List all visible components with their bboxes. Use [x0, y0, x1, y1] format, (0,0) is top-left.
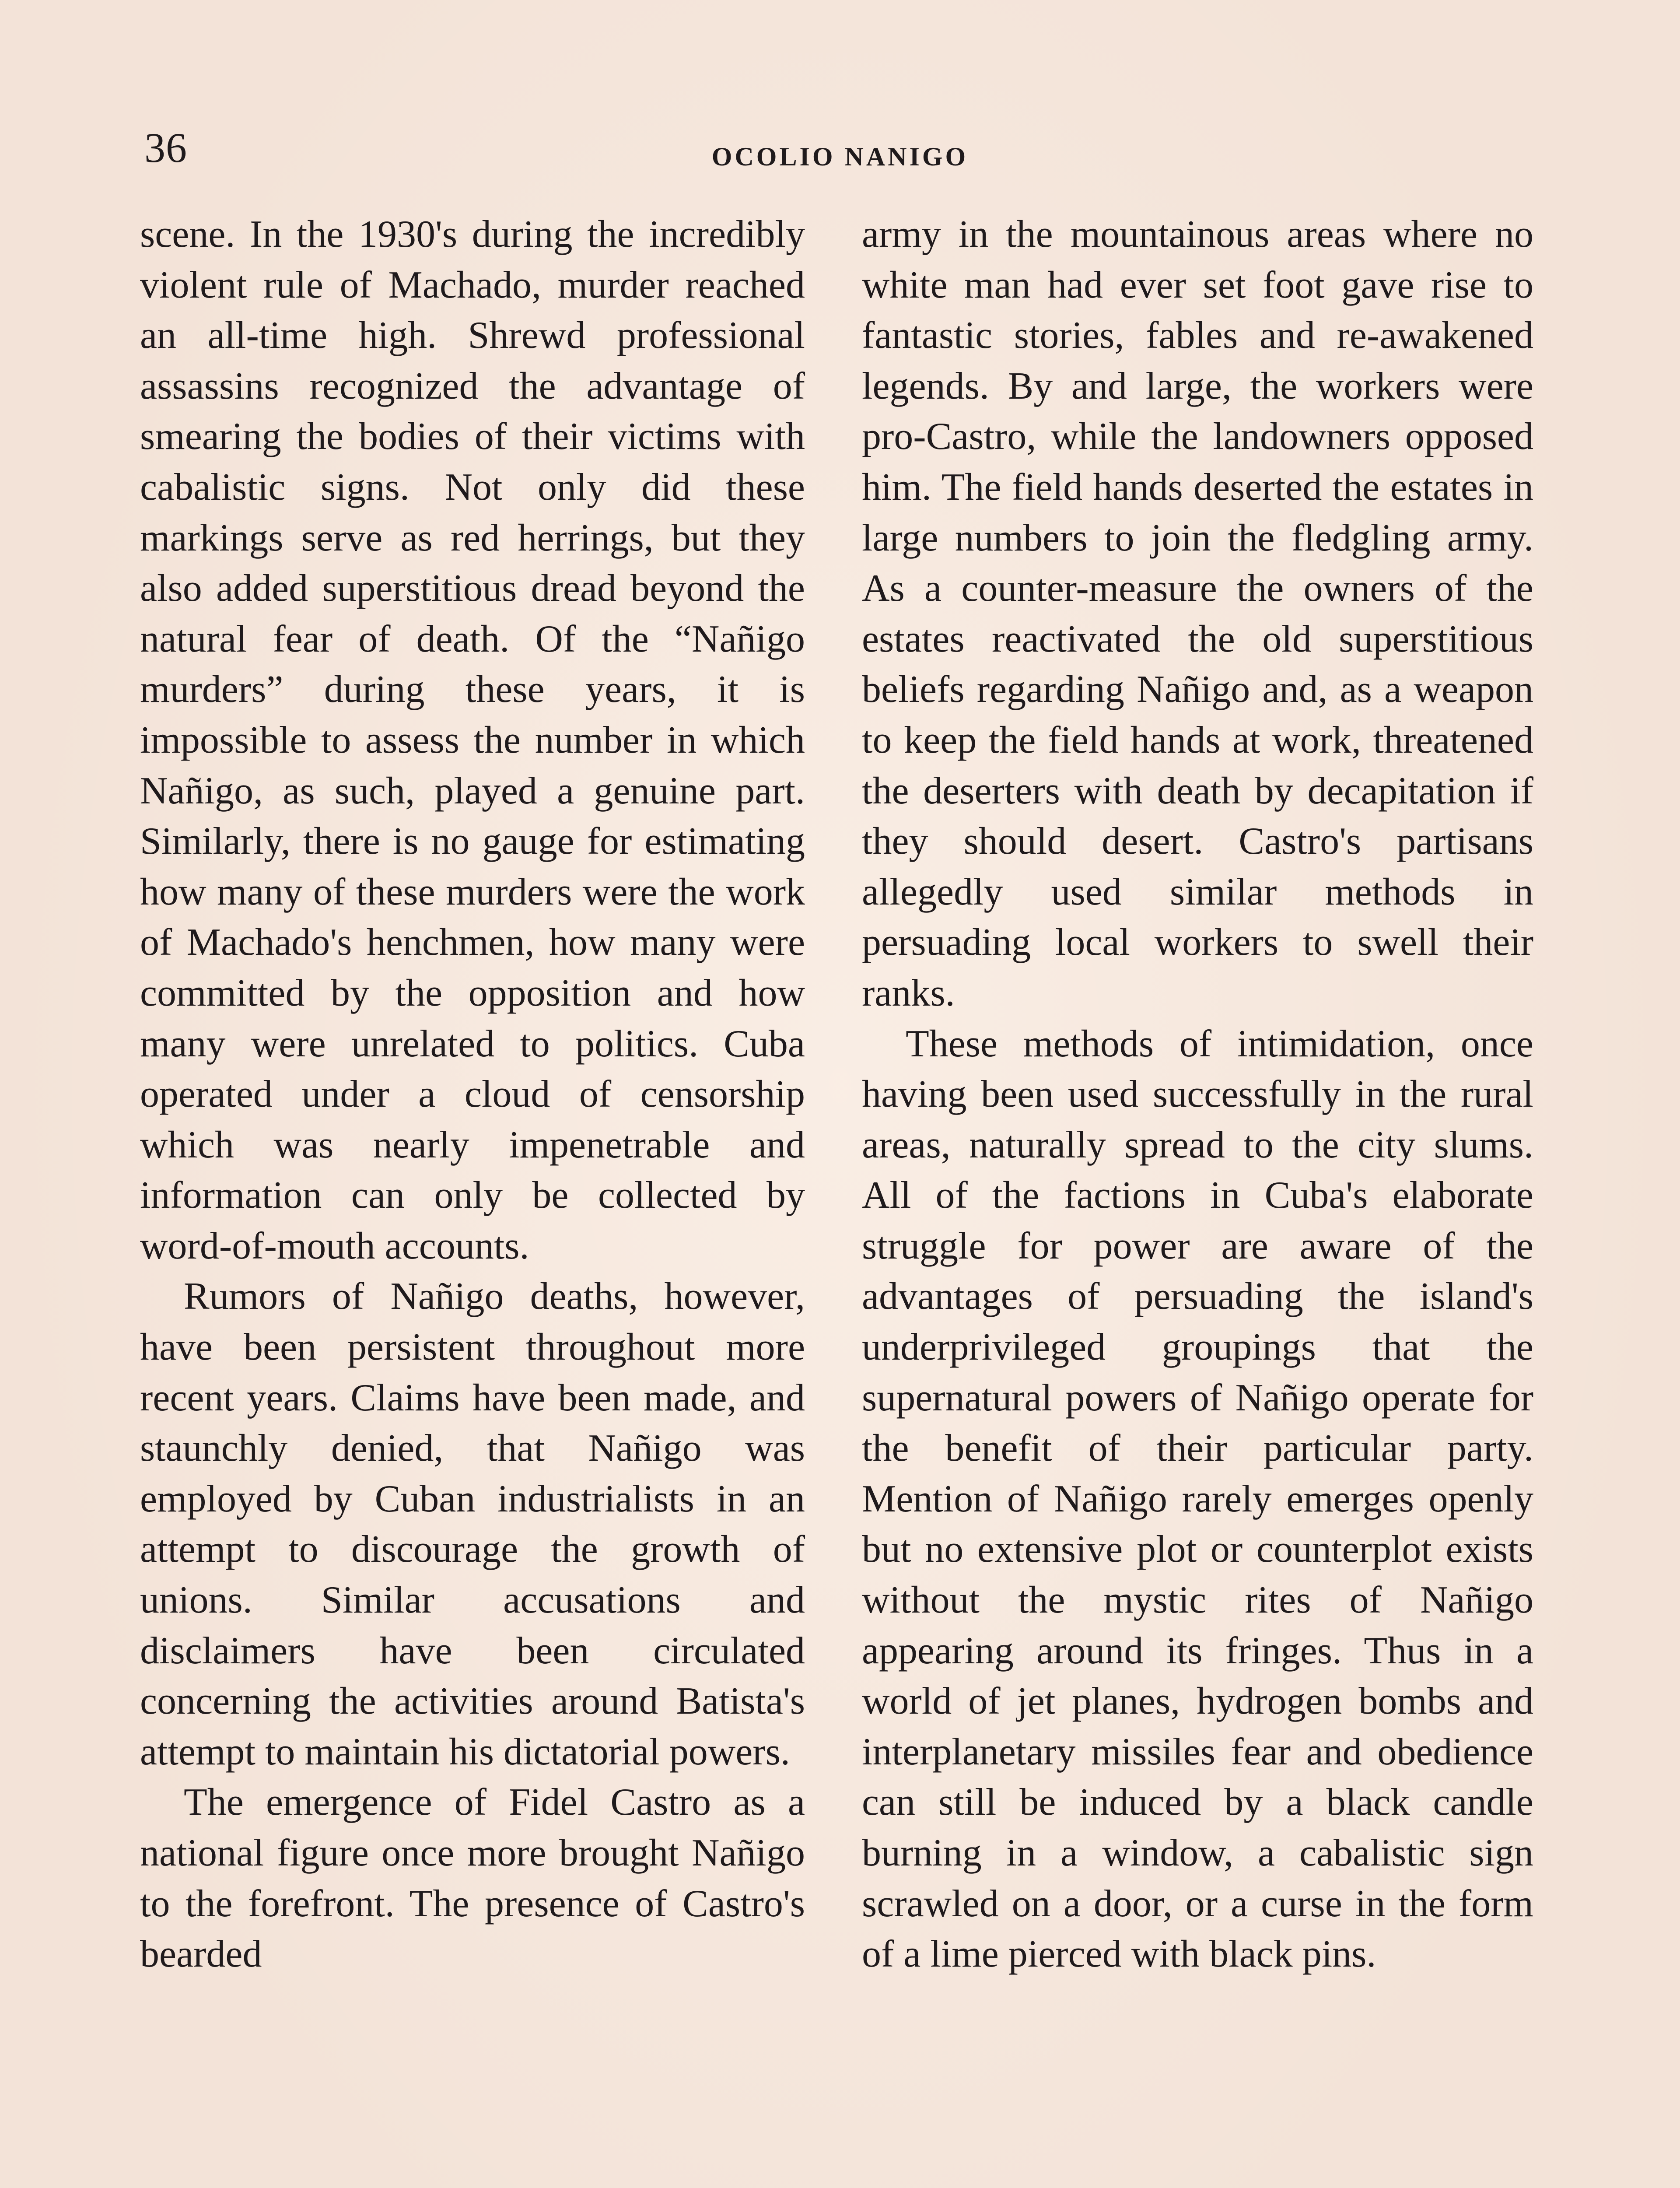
page-number: 36 [144, 124, 187, 171]
paragraph: These methods of intimidation, once having been used successfully in the rural areas, naturally spread to the city slums. All of the factions in Cuba's elaborate struggle for power are aware of the advantages of persuading the island's underprivileged groupings that the supernatural powers of Nañigo operate for the benefit of their particular party. Mention of Nañigo rarely emerges openly but no extensive plot or counterplot exists without the mystic rites of Nañigo appearing around its fringes. Thus in a world of jet planes, hydrogen bombs and interplanetary missiles fear and obedience can still be induced by a black candle burning in a window, a cabalistic sign scrawled on a door, or a curse in the form of a lime pierced with black pins. [862, 1022, 1533, 1976]
right-column [862, 209, 1533, 1980]
paragraph: scene. In the 1930's during the incredibly violent rule of Machado, murder reached an all-time high. Shrewd professional assassins recognized the advantage of smearing the bodies of their victims with cabalistic signs. Not only did these markings serve as red herrings, but they also added superstitious dread beyond the natural fear of death. Of the “Nañigo murders” during these years, it is impossible to assess the number in which Nañigo, as such, played a genuine part. Similarly, there is no gauge for estimating how many of these murders were the work of Machado's henchmen, how many were committed by the opposition and how many were unrelated to politics. Cuba operated under a cloud of censorship which was nearly impenetrable and information can only be collected by word-of-mouth accounts. [140, 213, 805, 1267]
paragraph: The emergence of Fidel Castro as a national figure once more brought Nañigo to the forefront. The presence of Castro's bearded [140, 1781, 805, 1976]
running-head: OCOLIO NANIGO [711, 142, 969, 171]
left-column [140, 209, 805, 1980]
paragraph: army in the mountainous areas where no white man had ever set foot gave rise to fantastic stories, fables and re-awakened legends. By and large, the workers were pro-Castro, while the landowners opposed him. The field hands deserted the estates in large numbers to join the fledgling army. As a counter-measure the owners of the estates reactivated the old superstitious beliefs regarding Nañigo and, as a weapon to keep the field hands at work, threatened the deserters with death by decapitation if they should desert. Castro's partisans allegedly used similar methods in persuading local workers to swell their ranks. [862, 213, 1533, 1014]
paragraph: Rumors of Nañigo deaths, however, have been persistent throughout more recent years. Claims have been made, and staunchly denied, that Nañigo was employed by Cuban industrialists in an attempt to discourage the growth of unions. Similar accusations and disclaimers have been circulated concerning the activities around Batista's attempt to maintain his dictatorial powers. [140, 1275, 805, 1773]
